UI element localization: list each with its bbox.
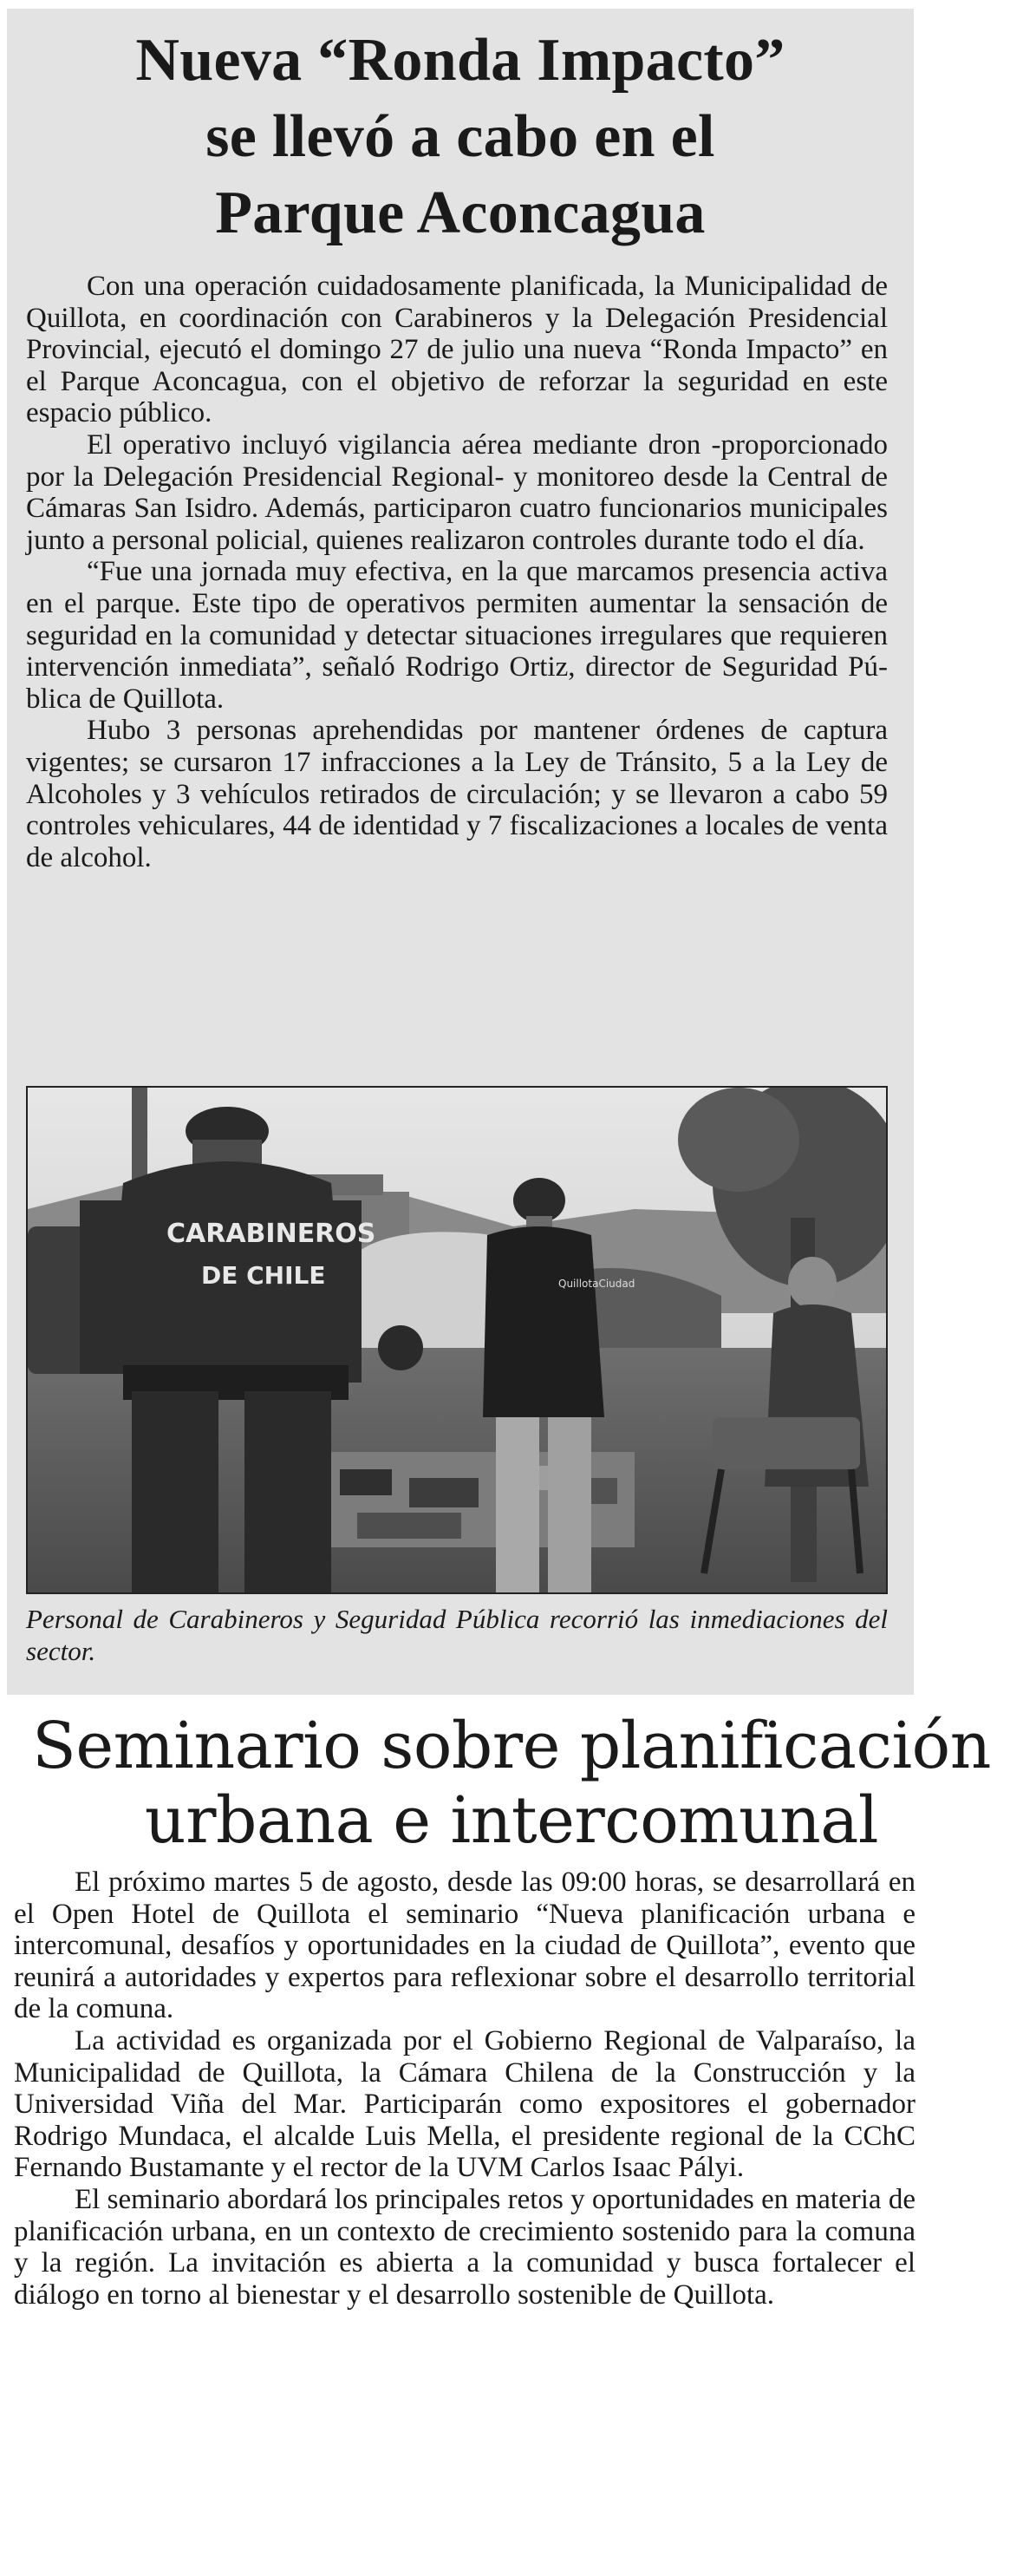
paragraph: El próximo martes 5 de agosto, desde las 09:00 horas, se desarrollará en el Open Hotel de Quillota el seminario “Nueva planificación urbana e intercomunal, desafíos y oportunidades en la ciudad de Quillota”, evento que reunirá a autoridades y expertos para reflexionar sobre el desarrollo territorial de la comuna.	[14, 1867, 915, 2025]
title-line: urbana e intercomunal	[144, 1783, 879, 1858]
photo-caption: Personal de Carabineros y Seguridad Pública recorrió las inmediaciones del sector.	[26, 1604, 888, 1666]
title-line: se llevó a cabo en el	[205, 103, 715, 170]
article-title	[0, 1709, 1023, 1858]
paragraph: La actividad es organizada por el Gobierno Regional de Valparaíso, la Municipalidad de Quillota, la Cámara Chilena de la Construcción y la Universidad Viña del Mar. Participarán como expositores el gobernador Rodrigo Mundaca, el alcalde Luis Mella, el presidente regional de la CChC Fernando Bustamante y el rector de la UVM Carlos Isaac Pályi.	[14, 2024, 915, 2184]
title-line: Nueva “Ronda Impacto”	[135, 27, 785, 94]
news-photo	[26, 1086, 888, 1594]
paragraph: El seminario abordará los principales retos y oportunidades en materia de planificación urbana, en un contexto de crecimiento sostenido para la comuna y la región. La invitación es abierta a la comunidad y busca fortalecer el diálogo en torno al bienestar y el desarrollo sostenible de Quillota.	[14, 2183, 915, 2311]
paragraph: Con una operación cuidadosamente planificada, la Municipalidad de Quillota, en coordinación con Carabineros y la Delegación Presidencial Provincial, ejecutó el domingo 27 de julio una nueva “Ronda Impacto” en el Parque Aconcagua, con el objetivo de reforzar la seguridad en este espacio público.	[26, 271, 888, 429]
article-title	[7, 23, 914, 252]
title-line: Parque Aconcagua	[215, 180, 706, 246]
title-line: Seminario sobre planificación	[32, 1709, 991, 1783]
article-body	[26, 271, 888, 873]
paragraph: “Fue una jornada muy efectiva, en la que marcamos presencia activa en el parque. Este tipo de operativos permiten aumentar la sensación de seguridad en la comunidad y detectar situaciones irregulares que requieren intervención inmediata”, señaló Rodrigo Ortiz, director de Seguridad Pública de Quillota.	[26, 556, 888, 715]
paragraph: Hubo 3 personas aprehendidas por mantener órdenes de captura vigentes; se cursaron 17 infracciones a la Ley de Tránsito, 5 a la Ley de Alcoholes y 3 vehículos retirados de circulación; y se llevaron a cabo 59 controles vehiculares, 44 de identidad y 7 fiscalizaciones a locales de venta de alcohol.	[26, 715, 888, 873]
vest-text-de-chile: DE CHILE	[201, 1261, 326, 1290]
paragraph: El operativo incluyó vigilancia aérea mediante dron -proporcionado por la Delegación Presidencial Regional- y monitoreo desde la Central de Cámaras San Isidro. Además, participaron cuatro funcionarios municipales junto a personal policial, quienes realizaron controles durante todo el día.	[26, 428, 888, 556]
article-body	[14, 1867, 915, 2311]
vest-text-carabineros: CARABINEROS	[166, 1219, 376, 1249]
jacket-logo-text: QuillotaCiudad	[558, 1278, 635, 1290]
